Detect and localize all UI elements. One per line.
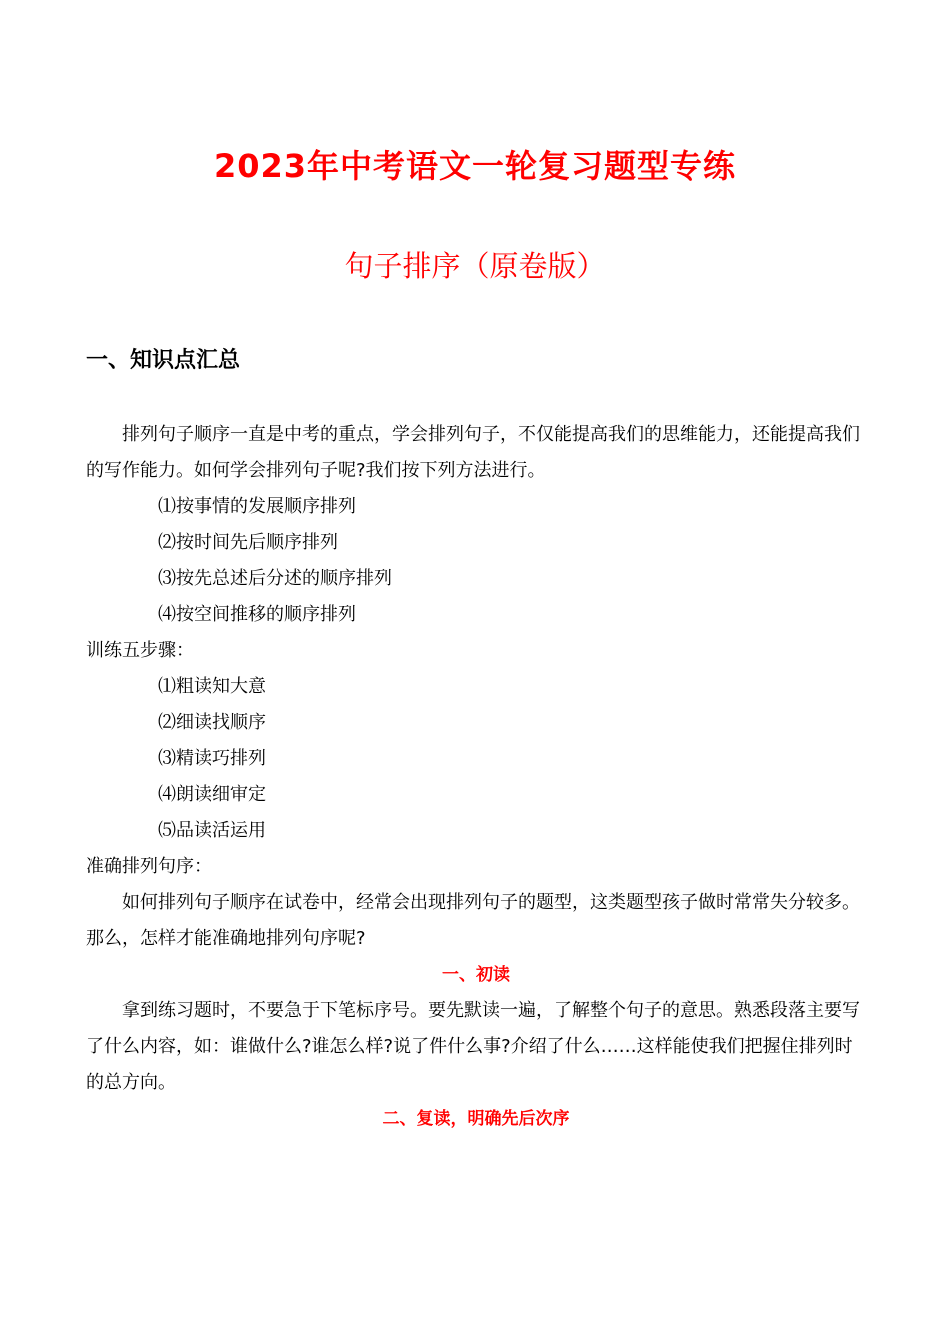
accurate-order-label: 准确排列句序： [86, 856, 212, 877]
section-body [86, 417, 866, 1137]
accurate-order-paragraph: 如何排列句子顺序在试卷中，经常会出现排列句子的题型，这类题型孩子做时常常失分较多。那么，怎样才能准确地排列句序呢? [86, 892, 860, 949]
section-heading-knowledge: 一、知识点汇总 [86, 348, 241, 373]
method-item-3: ⑶按先总述后分述的顺序排列 [158, 568, 392, 589]
first-reading-paragraph: 拿到练习题时，不要急于下笔标序号。要先默读一遍，了解整个句子的意思。熟悉段落主要写了什么内容，如：谁做什么?谁怎么样?说了件什么事?介绍了什么……这样能使我们把握住排列时的总方向。 [86, 1000, 860, 1093]
document-subtitle: 句子排序（原卷版） [344, 249, 606, 283]
step-item-4: ⑷朗读细审定 [158, 784, 266, 805]
method-item-4: ⑷按空间推移的顺序排列 [158, 604, 356, 625]
step-item-5: ⑸品读活运用 [158, 820, 266, 841]
steps-label: 训练五步骤： [86, 640, 194, 661]
subheading-second-reading: 二、复读，明确先后次序 [382, 1109, 570, 1129]
method-item-2: ⑵按时间先后顺序排列 [158, 532, 338, 553]
subheading-first-reading: 一、初读 [442, 965, 510, 985]
step-item-2: ⑵细读找顺序 [158, 712, 266, 733]
step-item-1: ⑴粗读知大意 [158, 676, 266, 697]
step-item-3: ⑶精读巧排列 [158, 748, 266, 769]
method-item-1: ⑴按事情的发展顺序排列 [158, 496, 356, 517]
intro-paragraph: 排列句子顺序一直是中考的重点，学会排列句子，不仅能提高我们的思维能力，还能提高我们的写作能力。如何学会排列句子呢?我们按下列方法进行。 [86, 424, 860, 481]
document-title: 2023年中考语文一轮复习题型专练 [213, 147, 737, 185]
